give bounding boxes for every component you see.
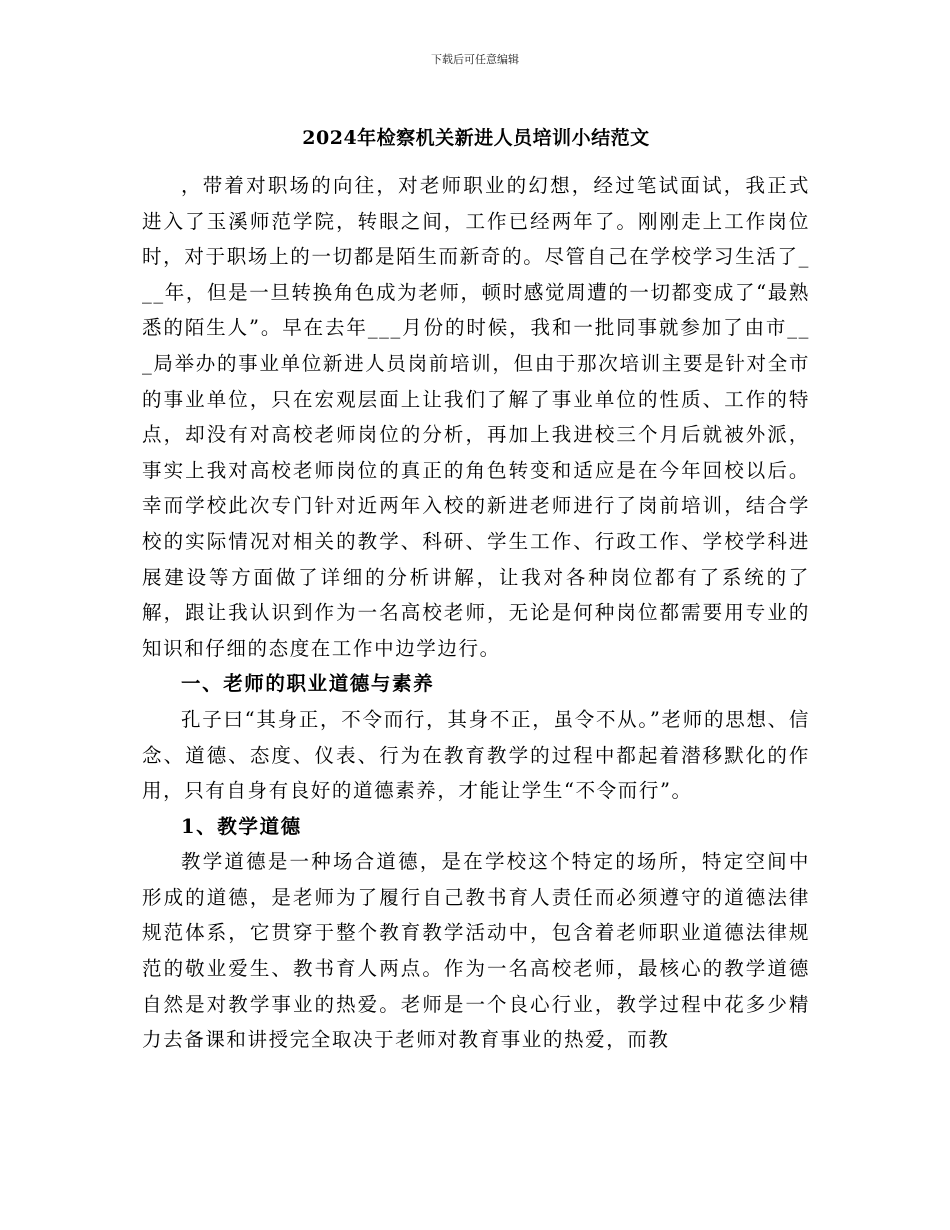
document-body [142,118,810,1058]
subsection-heading-teaching-ethics: 1、教学道德 [181,814,302,838]
intro-paragraph: ，带着对职场的向往，对老师职业的幻想，经过笔试面试，我正式进入了玉溪师范学院，转眼之间，工作已经两年了。刚刚走上工作岗位时，对于职场上的一切都是陌生而新奇的。尽管自己在学校学习生活了___年，但是一旦转换角色成为老师，顿时感觉周遭的一切都变成了“最熟悉的陌生人”。早在去年___月份的时候，我和一批同事就参加了由市___局举办的事业单位新进人员岗前培训，但由于那次培训主要是针对全市的事业单位，只在宏观层面上让我们了解了事业单位的性质、工作的特点，却没有对高校老师岗位的分析，再加上我进校三个月后就被外派，事实上我对高校老师岗位的真正的角色转变和适应是在今年回校以后。幸而学校此次专门针对近两年入校的新进老师进行了岗前培训，结合学校的实际情况对相关的教学、科研、学生工作、行政工作、学校学科进展建设等方面做了详细的分析讲解，让我对各种岗位都有了系统的了解，跟让我认识到作为一名高校老师，无论是何种岗位都需要用专业的知识和仔细的态度在工作中边学边行。 [142,174,810,660]
section-heading-ethics: 一、老师的职业道德与素养 [181,672,435,696]
page-header-note: 下载后可任意编辑 [431,53,519,66]
subsection-paragraph-teaching-ethics: 教学道德是一种场合道德，是在学校这个特定的场所，特定空间中形成的道德，是老师为了履行自己教书育人责任而必须遵守的道德法律规范体系，它贯穿于整个教育教学活动中，包含着老师职业道德法律规范的敬业爱生、教书育人两点。作为一名高校老师，最核心的教学道德自然是对教学事业的热爱。老师是一个良心行业，教学过程中花多少精力去备课和讲授完全取决于老师对教育事业的热爱，而教 [142,850,810,1052]
section-paragraph-ethics: 孔子曰“其身正，不令而行，其身不正，虽令不从。”老师的思想、信念、道德、态度、仪表、行为在教育教学的过程中都起着潜移默化的作用，只有自身有良好的道德素养，才能让学生“不令而行”。 [142,707,810,803]
document-title: 2024年检察机关新进人员培训小结范文 [302,127,650,149]
